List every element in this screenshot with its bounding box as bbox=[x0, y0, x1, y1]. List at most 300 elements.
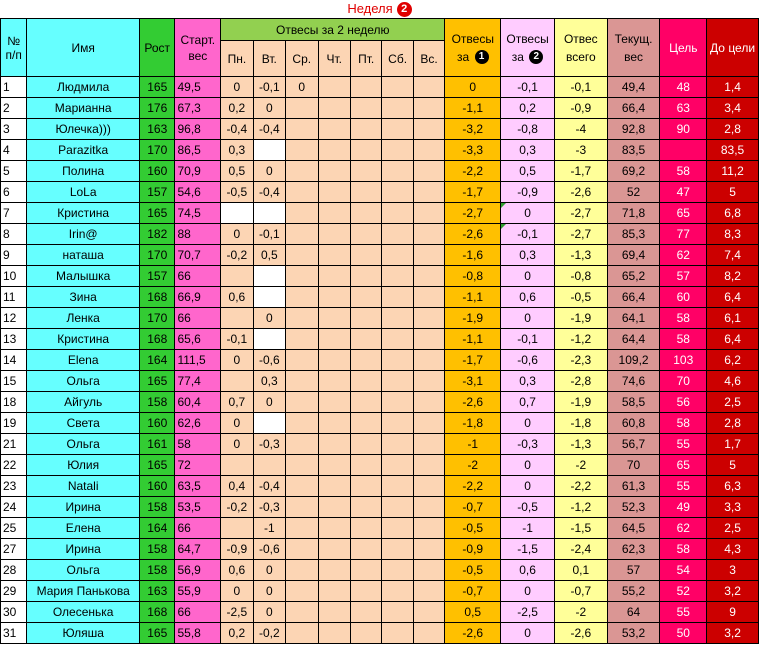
cell-num[interactable]: 9 bbox=[1, 245, 27, 266]
cell-name[interactable]: Людмила bbox=[27, 77, 140, 98]
cell-height[interactable]: 158 bbox=[139, 497, 175, 518]
cell-start-weight[interactable]: 72 bbox=[175, 455, 221, 476]
cell-day[interactable] bbox=[413, 329, 445, 350]
cell-start-weight[interactable]: 54,6 bbox=[175, 182, 221, 203]
cell-day[interactable] bbox=[286, 476, 318, 497]
cell-day[interactable] bbox=[286, 308, 318, 329]
cell-height[interactable]: 157 bbox=[139, 182, 175, 203]
cell-num[interactable]: 18 bbox=[1, 392, 27, 413]
cell-day[interactable] bbox=[382, 140, 413, 161]
cell-current-weight[interactable]: 109,2 bbox=[607, 350, 660, 371]
cell-loss-week1[interactable]: -0,9 bbox=[445, 539, 501, 560]
cell-num[interactable]: 25 bbox=[1, 518, 27, 539]
cell-day[interactable]: -2,5 bbox=[221, 602, 253, 623]
cell-goal[interactable]: 77 bbox=[660, 224, 707, 245]
cell-day[interactable] bbox=[221, 308, 253, 329]
cell-num[interactable]: 27 bbox=[1, 539, 27, 560]
cell-loss-week2[interactable]: 0,6 bbox=[501, 287, 555, 308]
cell-num[interactable]: 23 bbox=[1, 476, 27, 497]
cell-day[interactable]: -0,6 bbox=[253, 350, 285, 371]
cell-day[interactable] bbox=[286, 119, 318, 140]
cell-day[interactable] bbox=[253, 140, 285, 161]
cell-loss-week2[interactable]: -1 bbox=[501, 518, 555, 539]
cell-height[interactable]: 168 bbox=[139, 329, 175, 350]
cell-day[interactable] bbox=[413, 308, 445, 329]
cell-day[interactable] bbox=[413, 434, 445, 455]
cell-current-weight[interactable]: 71,8 bbox=[607, 203, 660, 224]
cell-loss-week2[interactable]: 0,3 bbox=[501, 140, 555, 161]
cell-day[interactable] bbox=[286, 623, 318, 644]
cell-goal[interactable]: 65 bbox=[660, 203, 707, 224]
cell-loss-week1[interactable]: -2,2 bbox=[445, 161, 501, 182]
cell-day[interactable] bbox=[413, 497, 445, 518]
cell-to-goal[interactable]: 5 bbox=[707, 455, 759, 476]
cell-day[interactable] bbox=[286, 560, 318, 581]
cell-loss-week2[interactable]: 0,5 bbox=[501, 161, 555, 182]
cell-loss-week1[interactable]: -3,1 bbox=[445, 371, 501, 392]
cell-loss-week1[interactable]: -3,3 bbox=[445, 140, 501, 161]
cell-current-weight[interactable]: 66,4 bbox=[607, 98, 660, 119]
cell-loss-week2[interactable]: -0,1 bbox=[501, 77, 555, 98]
cell-loss-total[interactable]: -4 bbox=[554, 119, 607, 140]
cell-to-goal[interactable]: 2,5 bbox=[707, 518, 759, 539]
cell-day[interactable] bbox=[253, 329, 285, 350]
cell-day[interactable]: 0,2 bbox=[221, 98, 253, 119]
cell-height[interactable]: 158 bbox=[139, 539, 175, 560]
cell-day[interactable]: -0,2 bbox=[221, 245, 253, 266]
cell-to-goal[interactable]: 2,5 bbox=[707, 392, 759, 413]
cell-day[interactable]: 0 bbox=[221, 350, 253, 371]
cell-day[interactable] bbox=[318, 266, 350, 287]
cell-name[interactable]: Ленка bbox=[27, 308, 140, 329]
cell-day[interactable] bbox=[413, 98, 445, 119]
cell-day[interactable] bbox=[382, 287, 413, 308]
cell-day[interactable] bbox=[382, 182, 413, 203]
cell-goal[interactable]: 55 bbox=[660, 602, 707, 623]
cell-day[interactable] bbox=[382, 350, 413, 371]
cell-day[interactable] bbox=[318, 182, 350, 203]
cell-to-goal[interactable]: 1,4 bbox=[707, 77, 759, 98]
cell-height[interactable]: 164 bbox=[139, 518, 175, 539]
cell-start-weight[interactable]: 63,5 bbox=[175, 476, 221, 497]
cell-loss-week1[interactable]: -0,5 bbox=[445, 518, 501, 539]
cell-day[interactable] bbox=[318, 245, 350, 266]
cell-goal[interactable]: 54 bbox=[660, 560, 707, 581]
cell-current-weight[interactable]: 57 bbox=[607, 560, 660, 581]
cell-day[interactable] bbox=[286, 266, 318, 287]
cell-loss-week1[interactable]: -1,1 bbox=[445, 98, 501, 119]
cell-name[interactable]: Ольга bbox=[27, 560, 140, 581]
cell-to-goal[interactable]: 3,4 bbox=[707, 98, 759, 119]
cell-day[interactable] bbox=[382, 476, 413, 497]
cell-day[interactable] bbox=[413, 77, 445, 98]
cell-day[interactable] bbox=[382, 623, 413, 644]
cell-name[interactable]: Айгуль bbox=[27, 392, 140, 413]
cell-height[interactable]: 161 bbox=[139, 434, 175, 455]
cell-loss-total[interactable]: -0,8 bbox=[554, 266, 607, 287]
cell-current-weight[interactable]: 70 bbox=[607, 455, 660, 476]
cell-day[interactable] bbox=[382, 308, 413, 329]
cell-day[interactable] bbox=[350, 476, 381, 497]
cell-day[interactable] bbox=[382, 392, 413, 413]
cell-height[interactable]: 165 bbox=[139, 77, 175, 98]
cell-loss-week2[interactable]: 0,6 bbox=[501, 560, 555, 581]
cell-name[interactable]: Parazitka bbox=[27, 140, 140, 161]
cell-day[interactable] bbox=[382, 602, 413, 623]
cell-day[interactable] bbox=[413, 119, 445, 140]
cell-day[interactable] bbox=[253, 203, 285, 224]
cell-current-weight[interactable]: 52,3 bbox=[607, 497, 660, 518]
cell-day[interactable] bbox=[382, 560, 413, 581]
cell-day[interactable] bbox=[350, 350, 381, 371]
cell-day[interactable] bbox=[221, 203, 253, 224]
cell-loss-week1[interactable]: -2 bbox=[445, 455, 501, 476]
cell-day[interactable] bbox=[350, 602, 381, 623]
cell-goal[interactable]: 65 bbox=[660, 455, 707, 476]
cell-num[interactable]: 6 bbox=[1, 182, 27, 203]
cell-day[interactable] bbox=[253, 266, 285, 287]
cell-day[interactable] bbox=[286, 497, 318, 518]
cell-loss-week1[interactable]: -1,1 bbox=[445, 287, 501, 308]
cell-num[interactable]: 28 bbox=[1, 560, 27, 581]
cell-name[interactable]: Олесенька bbox=[27, 602, 140, 623]
cell-goal[interactable]: 62 bbox=[660, 518, 707, 539]
cell-day[interactable] bbox=[286, 203, 318, 224]
cell-num[interactable]: 2 bbox=[1, 98, 27, 119]
cell-to-goal[interactable]: 4,3 bbox=[707, 539, 759, 560]
cell-to-goal[interactable]: 6,4 bbox=[707, 329, 759, 350]
cell-day[interactable] bbox=[350, 434, 381, 455]
cell-day[interactable] bbox=[413, 371, 445, 392]
cell-loss-week1[interactable]: -1,6 bbox=[445, 245, 501, 266]
cell-day[interactable] bbox=[253, 287, 285, 308]
cell-loss-total[interactable]: -2,4 bbox=[554, 539, 607, 560]
cell-day[interactable] bbox=[413, 392, 445, 413]
cell-height[interactable]: 160 bbox=[139, 476, 175, 497]
cell-start-weight[interactable]: 65,6 bbox=[175, 329, 221, 350]
cell-height[interactable]: 168 bbox=[139, 602, 175, 623]
cell-day[interactable]: -0,1 bbox=[253, 224, 285, 245]
cell-current-weight[interactable]: 62,3 bbox=[607, 539, 660, 560]
cell-day[interactable] bbox=[318, 392, 350, 413]
cell-day[interactable] bbox=[350, 518, 381, 539]
cell-loss-week1[interactable]: -1,7 bbox=[445, 350, 501, 371]
cell-current-weight[interactable]: 69,4 bbox=[607, 245, 660, 266]
cell-loss-week1[interactable]: -1,9 bbox=[445, 308, 501, 329]
cell-day[interactable] bbox=[350, 266, 381, 287]
cell-num[interactable]: 3 bbox=[1, 119, 27, 140]
cell-num[interactable]: 15 bbox=[1, 371, 27, 392]
cell-day[interactable] bbox=[318, 77, 350, 98]
cell-day[interactable]: 0 bbox=[253, 392, 285, 413]
cell-goal[interactable]: 49 bbox=[660, 497, 707, 518]
cell-day[interactable] bbox=[413, 623, 445, 644]
cell-day[interactable] bbox=[318, 287, 350, 308]
cell-num[interactable]: 11 bbox=[1, 287, 27, 308]
cell-day[interactable] bbox=[350, 308, 381, 329]
cell-day[interactable] bbox=[350, 581, 381, 602]
cell-goal[interactable]: 57 bbox=[660, 266, 707, 287]
cell-start-weight[interactable]: 49,5 bbox=[175, 77, 221, 98]
cell-start-weight[interactable]: 62,6 bbox=[175, 413, 221, 434]
cell-to-goal[interactable]: 5 bbox=[707, 182, 759, 203]
cell-loss-week2[interactable]: 0,3 bbox=[501, 371, 555, 392]
cell-current-weight[interactable]: 64,5 bbox=[607, 518, 660, 539]
cell-current-weight[interactable]: 85,3 bbox=[607, 224, 660, 245]
cell-loss-total[interactable]: -2 bbox=[554, 602, 607, 623]
cell-day[interactable] bbox=[318, 476, 350, 497]
cell-current-weight[interactable]: 52 bbox=[607, 182, 660, 203]
cell-day[interactable] bbox=[382, 224, 413, 245]
cell-loss-week1[interactable]: -0,7 bbox=[445, 497, 501, 518]
cell-current-weight[interactable]: 58,5 bbox=[607, 392, 660, 413]
cell-day[interactable] bbox=[413, 518, 445, 539]
cell-day[interactable]: 0,5 bbox=[253, 245, 285, 266]
cell-height[interactable]: 176 bbox=[139, 98, 175, 119]
cell-loss-week2[interactable]: -0,9 bbox=[501, 182, 555, 203]
cell-day[interactable] bbox=[221, 266, 253, 287]
cell-to-goal[interactable]: 3,2 bbox=[707, 623, 759, 644]
cell-to-goal[interactable]: 3,3 bbox=[707, 497, 759, 518]
cell-height[interactable]: 170 bbox=[139, 140, 175, 161]
cell-loss-week1[interactable]: -3,2 bbox=[445, 119, 501, 140]
cell-start-weight[interactable]: 74,5 bbox=[175, 203, 221, 224]
cell-day[interactable] bbox=[350, 539, 381, 560]
cell-day[interactable] bbox=[286, 539, 318, 560]
cell-day[interactable] bbox=[413, 581, 445, 602]
cell-to-goal[interactable]: 2,8 bbox=[707, 413, 759, 434]
cell-current-weight[interactable]: 55,2 bbox=[607, 581, 660, 602]
cell-num[interactable]: 1 bbox=[1, 77, 27, 98]
cell-loss-total[interactable]: -1,2 bbox=[554, 329, 607, 350]
cell-loss-week2[interactable]: 0 bbox=[501, 581, 555, 602]
cell-day[interactable] bbox=[286, 140, 318, 161]
cell-height[interactable]: 158 bbox=[139, 560, 175, 581]
cell-day[interactable]: 0 bbox=[253, 602, 285, 623]
cell-goal[interactable]: 58 bbox=[660, 413, 707, 434]
cell-loss-week1[interactable]: -2,6 bbox=[445, 224, 501, 245]
cell-day[interactable]: 0 bbox=[221, 224, 253, 245]
cell-height[interactable]: 182 bbox=[139, 224, 175, 245]
cell-day[interactable]: 0 bbox=[253, 560, 285, 581]
cell-loss-total[interactable]: 0,1 bbox=[554, 560, 607, 581]
cell-loss-total[interactable]: -2,7 bbox=[554, 203, 607, 224]
cell-to-goal[interactable]: 6,4 bbox=[707, 287, 759, 308]
cell-day[interactable] bbox=[413, 245, 445, 266]
cell-start-weight[interactable]: 88 bbox=[175, 224, 221, 245]
cell-height[interactable]: 160 bbox=[139, 413, 175, 434]
cell-name[interactable]: Юляша bbox=[27, 623, 140, 644]
cell-day[interactable]: -0,6 bbox=[253, 539, 285, 560]
cell-name[interactable]: Марианна bbox=[27, 98, 140, 119]
cell-day[interactable]: 0,5 bbox=[221, 161, 253, 182]
cell-day[interactable] bbox=[221, 518, 253, 539]
cell-day[interactable] bbox=[286, 350, 318, 371]
cell-day[interactable] bbox=[382, 203, 413, 224]
cell-day[interactable] bbox=[413, 560, 445, 581]
cell-to-goal[interactable]: 2,8 bbox=[707, 119, 759, 140]
cell-to-goal[interactable]: 6,3 bbox=[707, 476, 759, 497]
cell-day[interactable]: 0,3 bbox=[221, 140, 253, 161]
cell-day[interactable] bbox=[413, 161, 445, 182]
cell-num[interactable]: 10 bbox=[1, 266, 27, 287]
cell-day[interactable]: 0,7 bbox=[221, 392, 253, 413]
cell-to-goal[interactable]: 9 bbox=[707, 602, 759, 623]
cell-day[interactable] bbox=[382, 434, 413, 455]
cell-loss-total[interactable]: -1,5 bbox=[554, 518, 607, 539]
cell-loss-total[interactable]: -3 bbox=[554, 140, 607, 161]
cell-current-weight[interactable]: 49,4 bbox=[607, 77, 660, 98]
cell-start-weight[interactable]: 55,9 bbox=[175, 581, 221, 602]
cell-height[interactable]: 163 bbox=[139, 581, 175, 602]
cell-height[interactable]: 160 bbox=[139, 161, 175, 182]
cell-loss-week1[interactable]: 0 bbox=[445, 77, 501, 98]
cell-day[interactable] bbox=[413, 476, 445, 497]
cell-day[interactable] bbox=[413, 413, 445, 434]
cell-current-weight[interactable]: 56,7 bbox=[607, 434, 660, 455]
cell-loss-week1[interactable]: -1 bbox=[445, 434, 501, 455]
cell-start-weight[interactable]: 70,7 bbox=[175, 245, 221, 266]
cell-num[interactable]: 14 bbox=[1, 350, 27, 371]
cell-day[interactable] bbox=[286, 455, 318, 476]
cell-num[interactable]: 29 bbox=[1, 581, 27, 602]
cell-loss-total[interactable]: -1,9 bbox=[554, 392, 607, 413]
cell-loss-week2[interactable]: -0,3 bbox=[501, 434, 555, 455]
cell-goal[interactable]: 62 bbox=[660, 245, 707, 266]
cell-num[interactable]: 7 bbox=[1, 203, 27, 224]
cell-num[interactable]: 13 bbox=[1, 329, 27, 350]
cell-day[interactable] bbox=[382, 119, 413, 140]
cell-height[interactable]: 165 bbox=[139, 455, 175, 476]
cell-day[interactable] bbox=[350, 245, 381, 266]
cell-day[interactable] bbox=[318, 560, 350, 581]
cell-day[interactable] bbox=[318, 203, 350, 224]
cell-loss-week2[interactable]: -1,5 bbox=[501, 539, 555, 560]
cell-day[interactable] bbox=[318, 539, 350, 560]
cell-to-goal[interactable]: 8,2 bbox=[707, 266, 759, 287]
cell-num[interactable]: 5 bbox=[1, 161, 27, 182]
cell-num[interactable]: 21 bbox=[1, 434, 27, 455]
cell-loss-total[interactable]: -1,9 bbox=[554, 308, 607, 329]
cell-start-weight[interactable]: 66 bbox=[175, 266, 221, 287]
cell-day[interactable]: 0 bbox=[253, 308, 285, 329]
cell-loss-week1[interactable]: 0,5 bbox=[445, 602, 501, 623]
cell-day[interactable] bbox=[382, 98, 413, 119]
cell-num[interactable]: 12 bbox=[1, 308, 27, 329]
cell-goal[interactable]: 103 bbox=[660, 350, 707, 371]
cell-day[interactable] bbox=[286, 224, 318, 245]
cell-day[interactable]: 0 bbox=[253, 581, 285, 602]
cell-day[interactable]: 0 bbox=[221, 581, 253, 602]
cell-to-goal[interactable]: 8,3 bbox=[707, 224, 759, 245]
cell-day[interactable] bbox=[350, 287, 381, 308]
cell-day[interactable]: 0 bbox=[253, 98, 285, 119]
cell-name[interactable]: Мария Панькова bbox=[27, 581, 140, 602]
cell-loss-week1[interactable]: -0,7 bbox=[445, 581, 501, 602]
cell-day[interactable]: -0,4 bbox=[253, 119, 285, 140]
cell-to-goal[interactable]: 6,8 bbox=[707, 203, 759, 224]
cell-loss-week2[interactable]: 0,3 bbox=[501, 245, 555, 266]
cell-to-goal[interactable]: 3,2 bbox=[707, 581, 759, 602]
cell-to-goal[interactable]: 6,1 bbox=[707, 308, 759, 329]
cell-day[interactable] bbox=[318, 455, 350, 476]
cell-loss-week2[interactable]: -0,1 bbox=[501, 329, 555, 350]
cell-name[interactable]: Natali bbox=[27, 476, 140, 497]
cell-day[interactable] bbox=[350, 392, 381, 413]
cell-num[interactable]: 30 bbox=[1, 602, 27, 623]
cell-day[interactable] bbox=[350, 119, 381, 140]
cell-start-weight[interactable]: 77,4 bbox=[175, 371, 221, 392]
cell-loss-total[interactable]: -2,2 bbox=[554, 476, 607, 497]
cell-start-weight[interactable]: 53,5 bbox=[175, 497, 221, 518]
cell-day[interactable] bbox=[318, 602, 350, 623]
cell-goal[interactable] bbox=[660, 140, 707, 161]
cell-height[interactable]: 163 bbox=[139, 119, 175, 140]
cell-day[interactable]: 0,4 bbox=[221, 476, 253, 497]
cell-height[interactable]: 165 bbox=[139, 623, 175, 644]
cell-loss-total[interactable]: -2,7 bbox=[554, 224, 607, 245]
cell-day[interactable] bbox=[318, 518, 350, 539]
cell-name[interactable]: Елена bbox=[27, 518, 140, 539]
cell-start-weight[interactable]: 55,8 bbox=[175, 623, 221, 644]
cell-name[interactable]: Малышка bbox=[27, 266, 140, 287]
cell-day[interactable]: -0,1 bbox=[221, 329, 253, 350]
cell-loss-week2[interactable]: 0,2 bbox=[501, 98, 555, 119]
cell-current-weight[interactable]: 60,8 bbox=[607, 413, 660, 434]
cell-name[interactable]: LoLa bbox=[27, 182, 140, 203]
cell-day[interactable] bbox=[382, 77, 413, 98]
cell-day[interactable] bbox=[350, 140, 381, 161]
cell-day[interactable] bbox=[286, 161, 318, 182]
cell-day[interactable] bbox=[318, 224, 350, 245]
cell-current-weight[interactable]: 69,2 bbox=[607, 161, 660, 182]
cell-day[interactable]: -0,9 bbox=[221, 539, 253, 560]
cell-num[interactable]: 22 bbox=[1, 455, 27, 476]
cell-day[interactable]: -1 bbox=[253, 518, 285, 539]
cell-day[interactable] bbox=[318, 581, 350, 602]
cell-loss-total[interactable]: -2 bbox=[554, 455, 607, 476]
cell-day[interactable]: -0,1 bbox=[253, 77, 285, 98]
cell-day[interactable] bbox=[413, 140, 445, 161]
cell-start-weight[interactable]: 64,7 bbox=[175, 539, 221, 560]
cell-goal[interactable]: 47 bbox=[660, 182, 707, 203]
cell-goal[interactable]: 55 bbox=[660, 476, 707, 497]
cell-to-goal[interactable]: 11,2 bbox=[707, 161, 759, 182]
cell-day[interactable] bbox=[350, 497, 381, 518]
cell-loss-total[interactable]: -0,1 bbox=[554, 77, 607, 98]
cell-day[interactable] bbox=[286, 392, 318, 413]
cell-day[interactable] bbox=[318, 308, 350, 329]
cell-current-weight[interactable]: 64 bbox=[607, 602, 660, 623]
cell-day[interactable] bbox=[350, 98, 381, 119]
cell-height[interactable]: 157 bbox=[139, 266, 175, 287]
cell-day[interactable] bbox=[413, 287, 445, 308]
cell-day[interactable] bbox=[318, 161, 350, 182]
cell-day[interactable] bbox=[382, 371, 413, 392]
cell-loss-total[interactable]: -1,3 bbox=[554, 245, 607, 266]
cell-day[interactable] bbox=[286, 245, 318, 266]
cell-day[interactable] bbox=[350, 77, 381, 98]
cell-day[interactable] bbox=[382, 245, 413, 266]
cell-loss-week2[interactable]: -0,8 bbox=[501, 119, 555, 140]
cell-day[interactable] bbox=[286, 518, 318, 539]
cell-day[interactable] bbox=[413, 455, 445, 476]
cell-day[interactable]: -0,4 bbox=[253, 182, 285, 203]
cell-day[interactable]: -0,3 bbox=[253, 497, 285, 518]
cell-loss-week1[interactable]: -1,1 bbox=[445, 329, 501, 350]
cell-loss-total[interactable]: -0,7 bbox=[554, 581, 607, 602]
cell-name[interactable]: Полина bbox=[27, 161, 140, 182]
